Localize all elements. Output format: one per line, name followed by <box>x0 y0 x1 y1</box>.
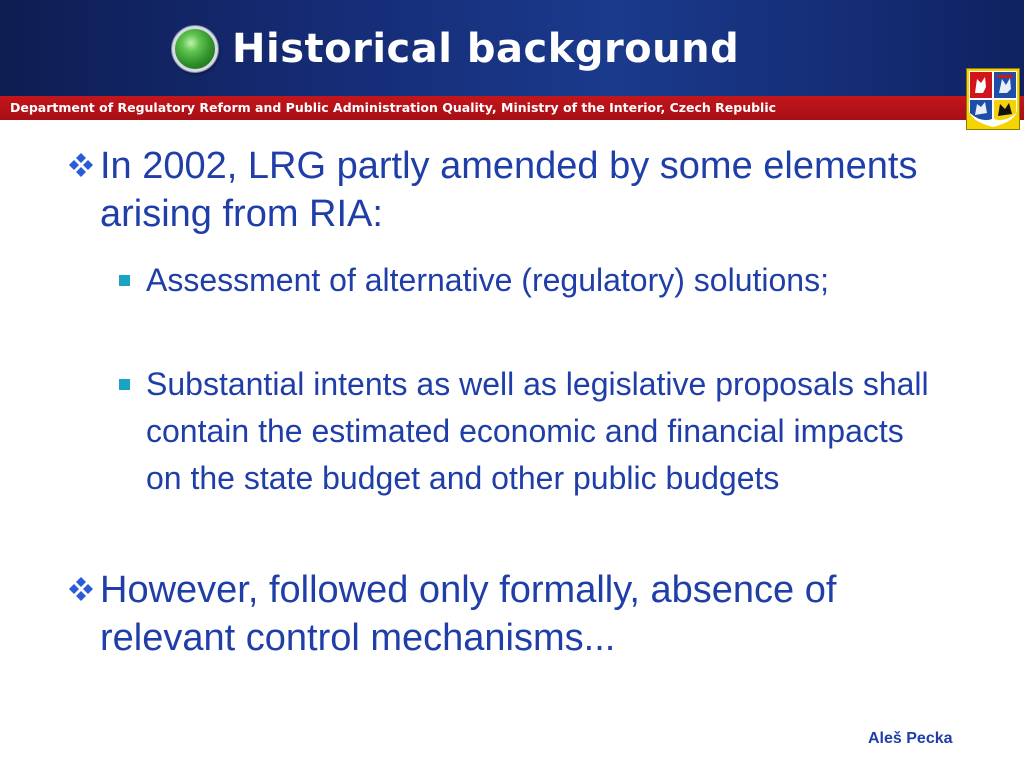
sub-bullet-item <box>146 361 946 502</box>
sub-bullet-text: Substantial intents as well as legislative proposals shall contain the estimated economic and financial impacts on the state budget and other public budgets <box>146 366 929 496</box>
bullet-item <box>100 142 960 238</box>
sub-bullet-item <box>146 257 946 304</box>
department-name: Department of Regulatory Reform and Public Administration Quality, Ministry of the Interior, Czech Republic <box>10 100 777 115</box>
bullet-item <box>100 566 960 662</box>
bullet-text: In 2002, LRG partly amended by some elements arising from RIA: <box>100 145 918 235</box>
footer-author: Aleš Pecka <box>868 730 953 747</box>
slide-title: Historical background <box>232 26 740 72</box>
sub-bullet-text: Assessment of alternative (regulatory) solutions; <box>146 262 829 298</box>
square-bullet-icon <box>119 379 130 390</box>
bullet-text: However, followed only formally, absence of relevant control mechanisms... <box>100 569 837 659</box>
diamond-bullet-icon <box>66 151 96 181</box>
square-bullet-icon <box>119 275 130 286</box>
diamond-bullet-icon <box>66 575 96 605</box>
